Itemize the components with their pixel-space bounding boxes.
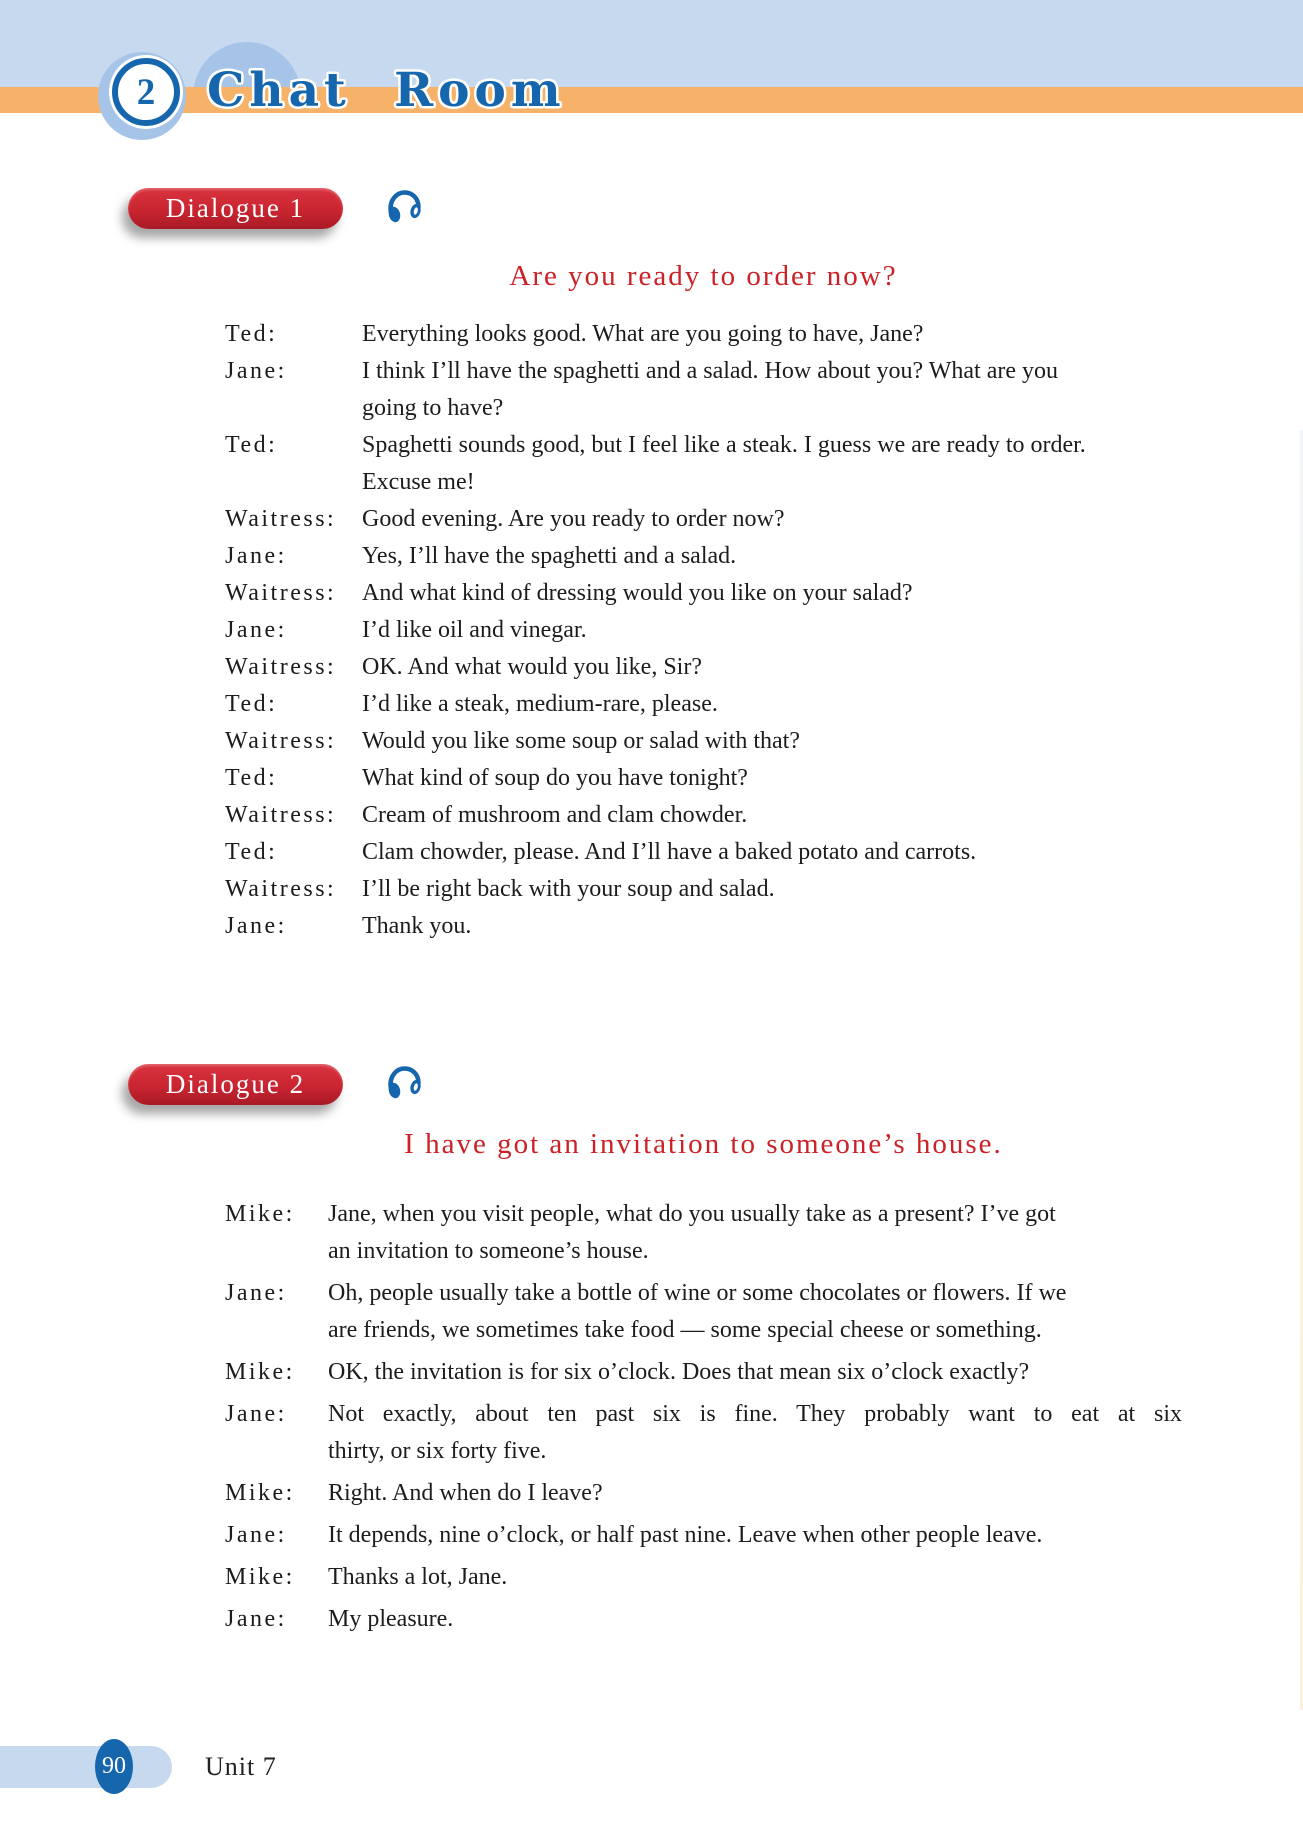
speaker-label: Waitress: [225,580,337,606]
dialogue-turn [225,686,1182,723]
speaker-label: Waitress: [225,728,337,754]
utterance [328,1354,1182,1391]
utterance [362,501,1182,538]
dialogue-turn [225,427,1182,501]
dialogue-turn [225,1601,1182,1638]
headphones-icon[interactable] [384,1062,424,1102]
footer-unit-label: Unit 7 [205,1752,277,1781]
utterance [362,686,1182,723]
dialogue-1-transcript [225,316,1182,945]
dialogue-turn [225,797,1182,834]
dialogue-2-title: I have got an invitation to someone’s house. [404,1128,1003,1160]
speaker-label: Waitress: [225,506,337,532]
utterance [362,649,1182,686]
page-title: Chat Room [207,63,566,118]
dialogue-turn [225,1517,1182,1554]
speaker-label: Waitress: [225,876,337,902]
dialogue-line: Jane, when you visit people, what do you usually take as a present? I’ve got [328,1201,1056,1227]
dialogue-line: Spaghetti sounds good, but I feel like a steak. I guess we are ready to order. [362,432,1086,458]
dialogue-line: Not exactly, about ten past six is fine. They probably want to eat at six [328,1401,1182,1427]
dialogue-2-button[interactable] [128,1064,343,1105]
dialogue-line: are friends, we sometimes take food — some special cheese or something. [328,1317,1042,1343]
dialogue-line: And what kind of dressing would you like on your salad? [362,580,913,606]
speaker-label: Waitress: [225,802,337,828]
dialogue-turn [225,1196,1182,1270]
speaker-label: Ted: [225,839,278,865]
utterance [328,1601,1182,1638]
speaker-label: Waitress: [225,654,337,680]
speaker-label: Ted: [225,432,278,458]
dialogue-line: an invitation to someone’s house. [328,1238,649,1264]
speaker-label: Jane: [225,1522,287,1548]
utterance [362,538,1182,575]
utterance [362,723,1182,760]
dialogue-line: Cream of mushroom and clam chowder. [362,802,748,828]
utterance [328,1559,1182,1596]
utterance [362,871,1182,908]
dialogue-line: Right. And when do I leave? [328,1480,603,1506]
dialogue-turn [225,1275,1182,1349]
utterance [328,1517,1182,1554]
dialogue-line: What kind of soup do you have tonight? [362,765,748,791]
speaker-label: Mike: [225,1564,295,1590]
utterance [362,353,1182,427]
dialogue-line: Yes, I’ll have the spaghetti and a salad. [362,543,737,569]
speaker-label: Mike: [225,1359,295,1385]
dialogue-turn [225,353,1182,427]
dialogue-line: My pleasure. [328,1606,454,1632]
utterance [362,760,1182,797]
utterance [328,1196,1182,1270]
page-number-bar [0,1746,172,1788]
dialogue-line: thirty, or six forty five. [328,1438,547,1464]
unit-number: 2 [136,71,156,113]
dialogue-2-button-label: Dialogue 2 [165,1069,306,1099]
dialogue-turn [225,1475,1182,1512]
dialogue-turn [225,1396,1182,1470]
dialogue-turn [225,760,1182,797]
dialogue-line: I think I’ll have the spaghetti and a salad. How about you? What are you [362,358,1059,384]
utterance [362,834,1182,871]
dialogue-1-title: Are you ready to order now? [509,260,898,292]
dialogue-line: It depends, nine o’clock, or half past nine. Leave when other people leave. [328,1522,1043,1548]
speaker-label: Mike: [225,1480,295,1506]
dialogue-turn [225,612,1182,649]
headphones-icon[interactable] [384,186,424,226]
dialogue-turn [225,1354,1182,1391]
speaker-label: Jane: [225,1606,287,1632]
speaker-label: Jane: [225,543,287,569]
unit-number-badge [112,58,180,126]
page-header [0,0,1303,118]
dialogue-line: Excuse me! [362,469,475,495]
dialogue-line: OK. And what would you like, Sir? [362,654,702,680]
dialogue-line: I’d like a steak, medium-rare, please. [362,691,718,717]
dialogue-line: I’ll be right back with your soup and salad. [362,876,775,902]
page-number-badge [95,1739,133,1794]
dialogue-turn [225,316,1182,353]
dialogue-line: Would you like some soup or salad with that? [362,728,800,754]
utterance [362,575,1182,612]
speaker-label: Ted: [225,765,278,791]
speaker-label: Mike: [225,1201,295,1227]
dialogue-turn [225,1559,1182,1596]
utterance [362,908,1182,945]
utterance [362,612,1182,649]
utterance [328,1396,1182,1470]
speaker-label: Jane: [225,913,287,939]
dialogue-1-button-label: Dialogue 1 [165,193,306,223]
utterance [362,427,1182,501]
utterance [362,316,1182,353]
utterance [328,1275,1182,1349]
dialogue-line: going to have? [362,395,504,421]
utterance [362,797,1182,834]
dialogue-1-button[interactable] [128,188,343,229]
dialogue-turn [225,834,1182,871]
utterance [328,1475,1182,1512]
dialogue-line: Thanks a lot, Jane. [328,1564,508,1590]
dialogue-turn [225,871,1182,908]
dialogue-turn [225,908,1182,945]
dialogue-line: Clam chowder, please. And I’ll have a baked potato and carrots. [362,839,977,865]
speaker-label: Ted: [225,321,278,347]
dialogue-turn [225,538,1182,575]
speaker-label: Ted: [225,691,278,717]
dialogue-turn [225,649,1182,686]
dialogue-line: Everything looks good. What are you going to have, Jane? [362,321,924,347]
dialogue-line: Thank you. [362,913,472,939]
speaker-label: Jane: [225,1401,287,1427]
dialogue-line: Oh, people usually take a bottle of wine or some chocolates or flowers. If we [328,1280,1067,1306]
header-orange-band [0,87,1303,113]
dialogue-line: Good evening. Are you ready to order now? [362,506,785,532]
page-number: 90 [102,1753,126,1779]
dialogue-turn [225,575,1182,612]
dialogue-line: I’d like oil and vinegar. [362,617,587,643]
speaker-label: Jane: [225,617,287,643]
dialogue-line: OK, the invitation is for six o’clock. Does that mean six o’clock exactly? [328,1359,1030,1385]
dialogue-turn [225,723,1182,760]
dialogue-2-transcript [225,1196,1182,1643]
speaker-label: Jane: [225,358,287,384]
dialogue-turn [225,501,1182,538]
speaker-label: Jane: [225,1280,287,1306]
